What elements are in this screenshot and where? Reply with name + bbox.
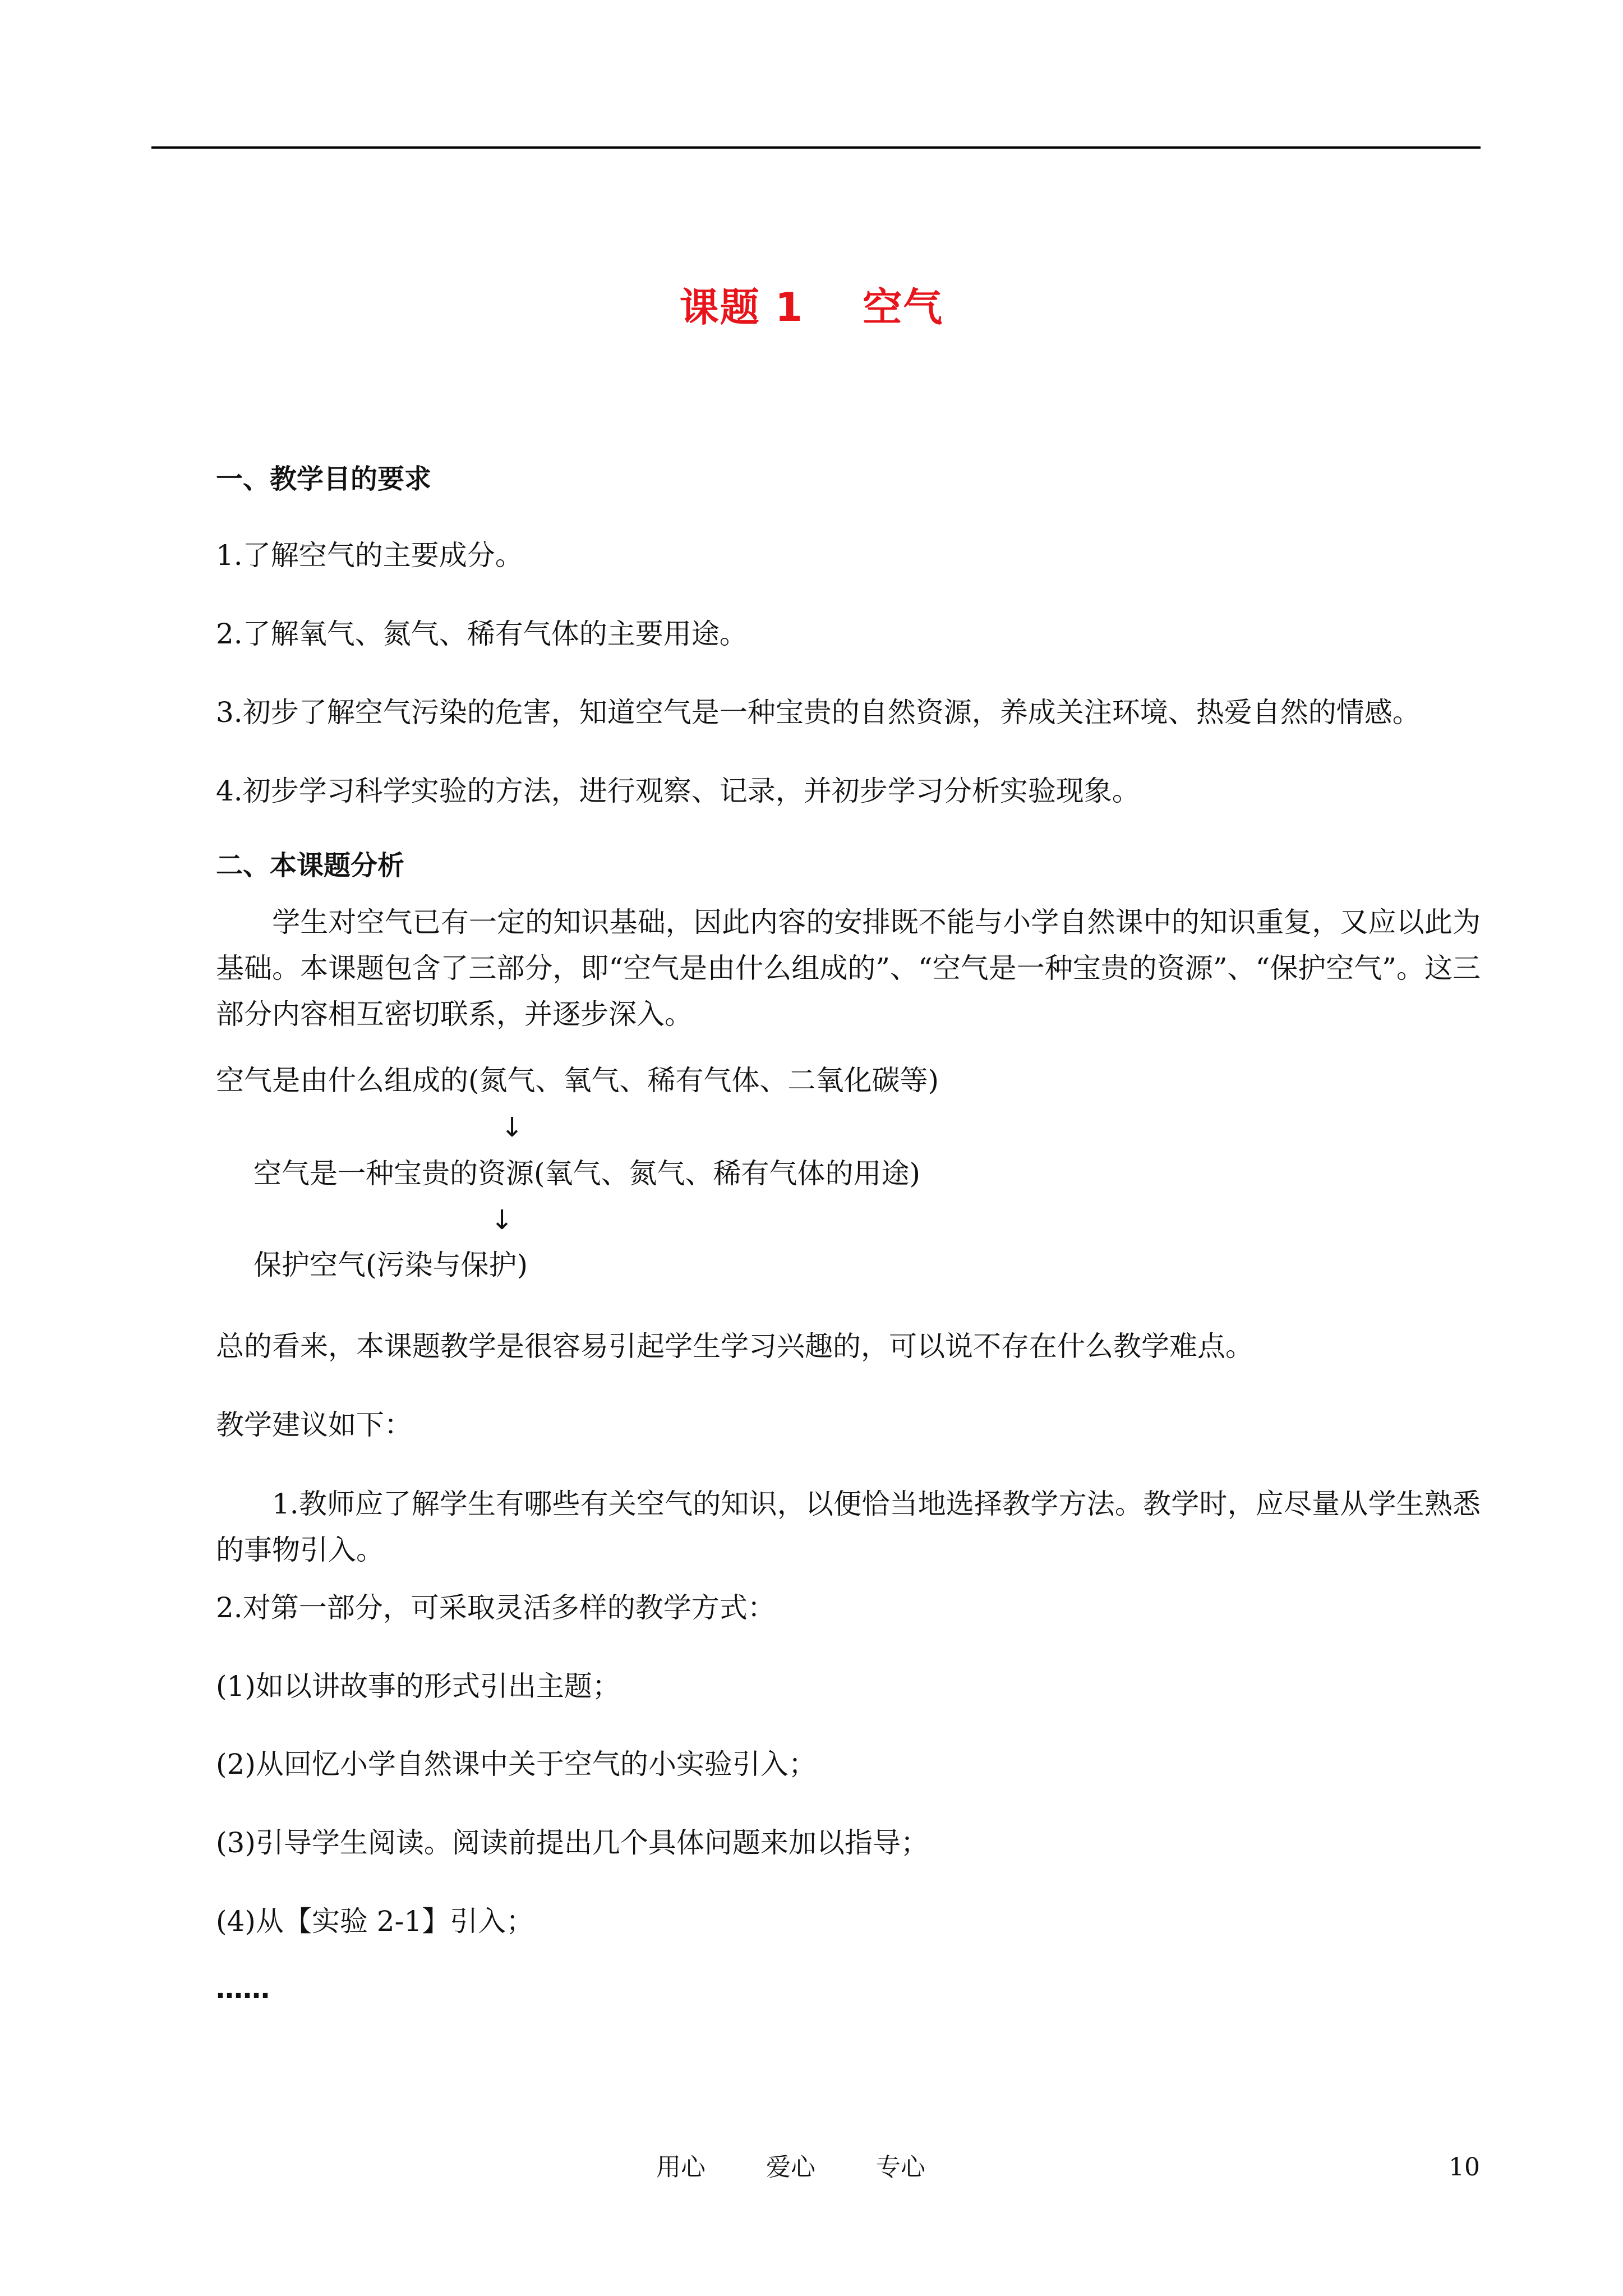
page-number: 10 xyxy=(1449,2153,1480,2182)
analysis-intro-paragraph xyxy=(216,899,1481,1037)
footer-motto-2: 爱心 xyxy=(766,2153,815,2182)
footer-motto-3: 专心 xyxy=(876,2153,925,2182)
objective-item: 3.初步了解空气污染的危害，知道空气是一种宝贵的自然资源，养成关注环境、热爱自然的情感。 xyxy=(216,696,1421,729)
objective-item: 4.初步学习科学实验的方法，进行观察、记录，并初步学习分析实验现象。 xyxy=(216,775,1140,807)
summary-text: 总的看来，本课题教学是很容易引起学生学习兴趣的，可以说不存在什么教学难点。 xyxy=(216,1330,1253,1363)
header-rule xyxy=(151,146,1481,149)
ellipsis: …… xyxy=(216,1973,270,2005)
method-item: (1)如以讲故事的形式引出主题； xyxy=(216,1670,620,1703)
flow-step-resource: 空气是一种宝贵的资源(氧气、氮气、稀有气体的用途) xyxy=(253,1157,921,1190)
suggestion-1-text: 1.教师应了解学生有哪些有关空气的知识，以便恰当地选择教学方法。教学时，应尽量从学生熟悉的事物引入。 xyxy=(216,1488,1481,1566)
flow-step-composition: 空气是由什么组成的(氮气、氧气、稀有气体、二氧化碳等) xyxy=(216,1064,939,1097)
section-heading-objectives: 一、教学目的要求 xyxy=(216,463,432,495)
analysis-intro-text: 学生对空气已有一定的知识基础，因此内容的安排既不能与小学自然课中的知识重复，又应以此为基础。本课题包含了三部分，即“空气是由什么组成的”、“空气是一种宝贵的资源”、“保护空气”。这三部分内容相互密切联系，并逐步深入。 xyxy=(216,906,1481,1030)
method-item: (4)从【实验 2-1】引入； xyxy=(216,1905,534,1938)
footer-motto-1: 用心 xyxy=(656,2153,706,2182)
section-heading-analysis: 二、本课题分析 xyxy=(216,850,405,881)
flow-down-arrow-icon: ↓ xyxy=(501,1112,524,1143)
method-item: (3)引导学生阅读。阅读前提出几个具体问题来加以指导； xyxy=(216,1826,929,1859)
method-item: (2)从回忆小学自然课中关于空气的小实验引入； xyxy=(216,1748,817,1780)
suggestion-intro: 教学建议如下： xyxy=(216,1409,412,1441)
flow-step-protection: 保护空气(污染与保护) xyxy=(253,1249,528,1281)
suggestion-1-paragraph xyxy=(216,1481,1481,1573)
page-title: 课题 1 空气 xyxy=(679,284,944,330)
objective-item: 1.了解空气的主要成分。 xyxy=(216,539,523,572)
suggestion-2: 2.对第一部分，可采取灵活多样的教学方式： xyxy=(216,1591,776,1624)
objective-item: 2.了解氧气、氮气、稀有气体的主要用途。 xyxy=(216,618,748,650)
flow-down-arrow-icon: ↓ xyxy=(491,1204,514,1236)
